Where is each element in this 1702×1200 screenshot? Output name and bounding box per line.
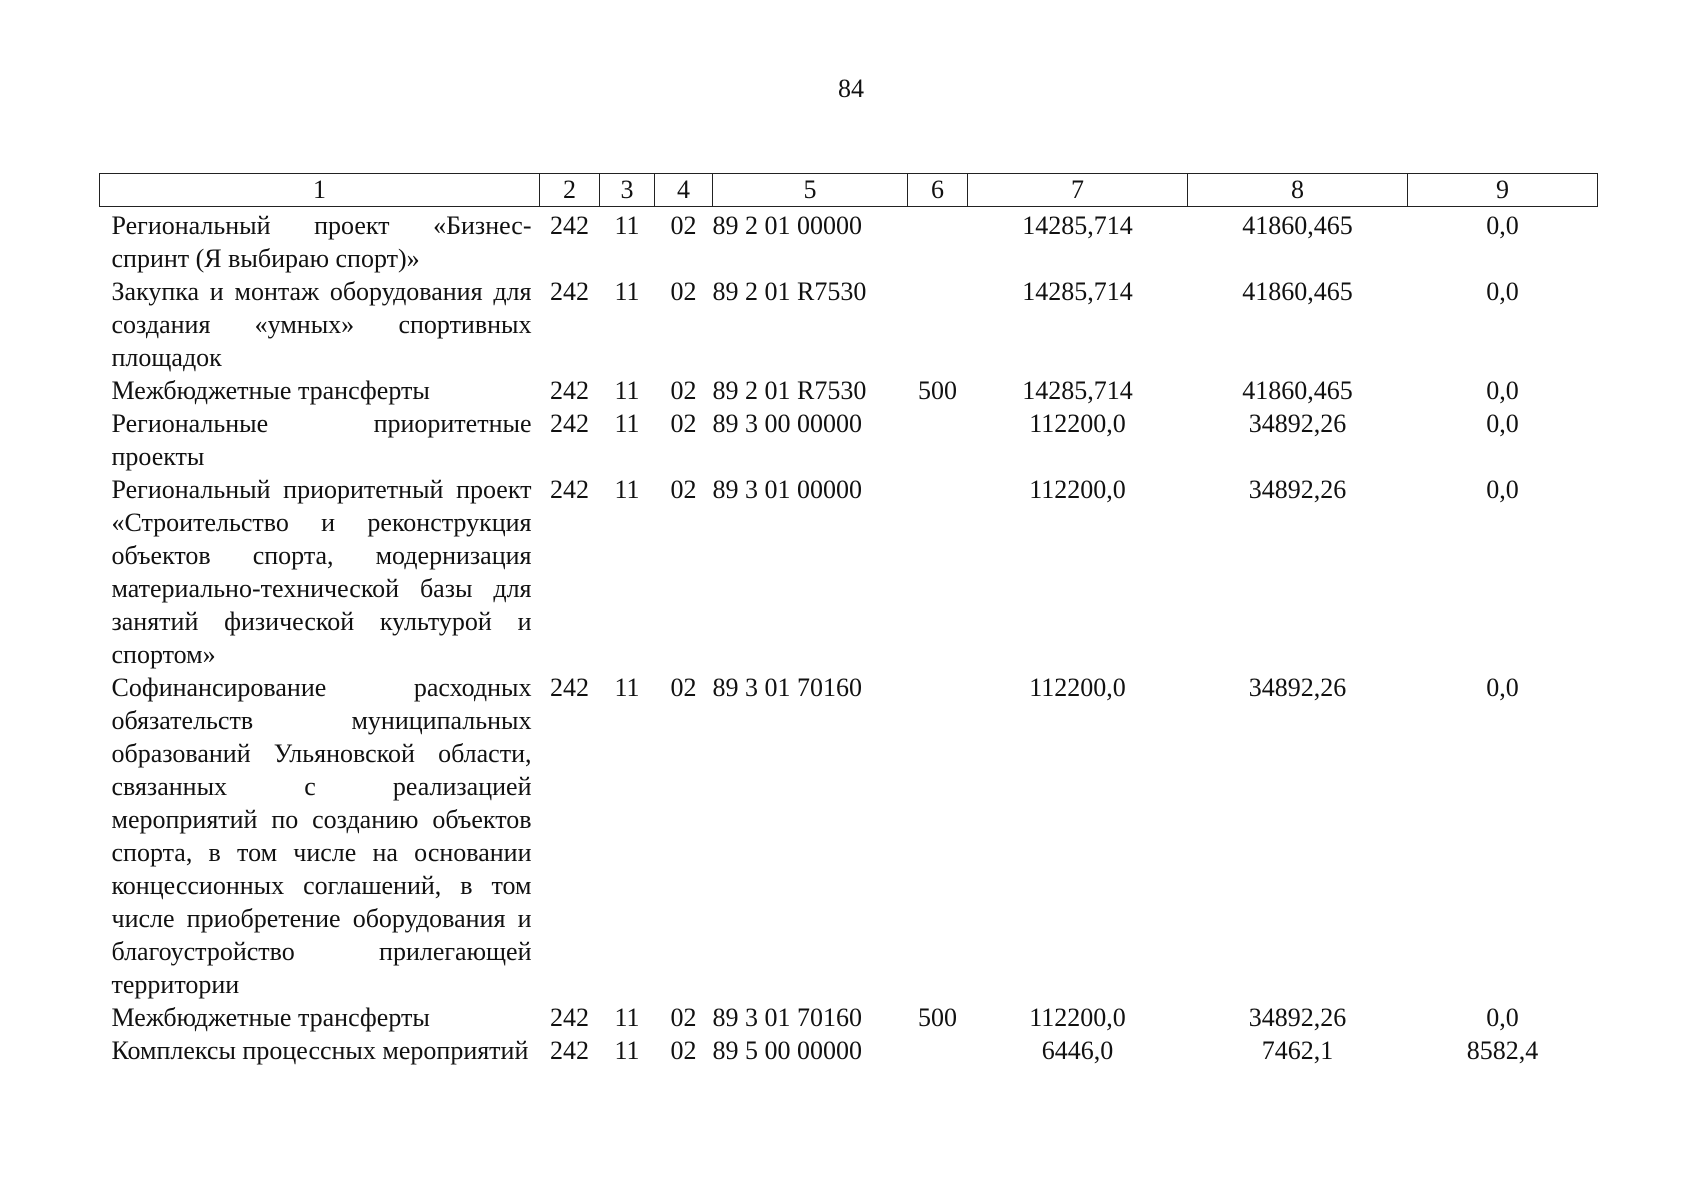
amount-col7-cell: 14285,714 xyxy=(1022,277,1133,306)
row-name-cell: Региональные приоритетные проекты xyxy=(111,409,532,471)
subsection-code-cell: 02 xyxy=(670,1003,697,1032)
amount-col7-cell: 112200,0 xyxy=(1029,475,1126,504)
column-header-3: 3 xyxy=(600,174,655,207)
grbs-code-cell: 242 xyxy=(550,376,589,405)
expense-type-cell xyxy=(908,1034,968,1067)
grbs-code-cell: 242 xyxy=(550,1036,589,1065)
column-header-7: 7 xyxy=(968,174,1188,207)
subsection-code-cell: 02 xyxy=(670,376,697,405)
header-row xyxy=(100,174,1598,207)
amount-col7-cell: 112200,0 xyxy=(1029,1003,1126,1032)
column-header-2: 2 xyxy=(540,174,600,207)
amount-col9-cell: 8582,4 xyxy=(1466,1036,1539,1065)
table-row xyxy=(100,407,1598,473)
expense-type-cell: 500 xyxy=(918,1003,957,1032)
amount-col8-cell: 34892,26 xyxy=(1248,1003,1347,1032)
grbs-code-cell: 242 xyxy=(550,211,589,240)
amount-col7-cell: 112200,0 xyxy=(1029,409,1126,438)
expense-type-cell xyxy=(908,207,968,276)
amount-col8-cell: 41860,465 xyxy=(1242,277,1353,306)
amount-col8-cell: 34892,26 xyxy=(1248,475,1347,504)
table-row xyxy=(100,1001,1598,1034)
subsection-code-cell: 02 xyxy=(670,475,697,504)
expense-type-cell xyxy=(908,671,968,1001)
column-header-4: 4 xyxy=(655,174,713,207)
row-name-cell: Региональный проект «Бизнес-спринт (Я выбираю спорт)» xyxy=(111,211,532,273)
table-row xyxy=(100,207,1598,276)
grbs-code-cell: 242 xyxy=(550,673,589,702)
row-name-cell: Закупка и монтаж оборудования для создания «умных» спортивных площадок xyxy=(111,277,532,372)
section-code-cell: 11 xyxy=(614,1036,640,1065)
column-header-5: 5 xyxy=(713,174,908,207)
amount-col8-cell: 7462,1 xyxy=(1261,1036,1334,1065)
target-article-cell: 89 2 01 R7530 xyxy=(712,376,867,405)
section-code-cell: 11 xyxy=(614,211,640,240)
amount-col9-cell: 0,0 xyxy=(1486,475,1519,504)
amount-col9-cell: 0,0 xyxy=(1486,409,1519,438)
amount-col9-cell: 0,0 xyxy=(1486,211,1519,240)
expense-type-cell xyxy=(908,275,968,374)
row-name-cell: Межбюджетные трансферты xyxy=(111,376,430,405)
expense-type-cell: 500 xyxy=(918,376,957,405)
section-code-cell: 11 xyxy=(614,673,640,702)
subsection-code-cell: 02 xyxy=(670,673,697,702)
amount-col9-cell: 0,0 xyxy=(1486,1003,1519,1032)
row-name-cell: Региональный приоритетный проект «Строительство и реконструкция объектов спорта, модернизация материально-технической базы для занятий физической культурой и спортом» xyxy=(111,475,532,669)
target-article-cell: 89 2 01 00000 xyxy=(712,211,862,240)
amount-col9-cell: 0,0 xyxy=(1486,277,1519,306)
row-name-cell: Софинансирование расходных обязательств муниципальных образований Ульяновской области, связанных с реализацией мероприятий по созданию объектов спорта, в том числе на основании концессионных соглашений, в том числе приобретение оборудования и благоустройство прилегающей территории xyxy=(111,673,532,999)
target-article-cell: 89 3 01 70160 xyxy=(712,673,862,702)
table-row xyxy=(100,671,1598,1001)
section-code-cell: 11 xyxy=(614,475,640,504)
page-number: 84 xyxy=(838,74,864,103)
subsection-code-cell: 02 xyxy=(670,277,697,306)
target-article-cell: 89 5 00 00000 xyxy=(712,1036,862,1065)
column-header-6: 6 xyxy=(908,174,968,207)
grbs-code-cell: 242 xyxy=(550,277,589,306)
expense-type-cell xyxy=(908,407,968,473)
row-name-cell: Комплексы процессных мероприятий xyxy=(111,1036,529,1065)
section-code-cell: 11 xyxy=(614,1003,640,1032)
amount-col8-cell: 34892,26 xyxy=(1248,673,1347,702)
amount-col7-cell: 14285,714 xyxy=(1022,376,1133,405)
amount-col8-cell: 41860,465 xyxy=(1242,211,1353,240)
amount-col7-cell: 112200,0 xyxy=(1029,673,1126,702)
table-header xyxy=(100,174,1598,207)
section-code-cell: 11 xyxy=(614,277,640,306)
table-row xyxy=(100,473,1598,671)
target-article-cell: 89 3 01 00000 xyxy=(712,475,862,504)
subsection-code-cell: 02 xyxy=(670,1036,697,1065)
table-row xyxy=(100,374,1598,407)
section-code-cell: 11 xyxy=(614,376,640,405)
grbs-code-cell: 242 xyxy=(550,409,589,438)
grbs-code-cell: 242 xyxy=(550,475,589,504)
column-header-9: 9 xyxy=(1408,174,1598,207)
subsection-code-cell: 02 xyxy=(670,409,697,438)
budget-table xyxy=(99,173,1598,1067)
expense-type-cell xyxy=(908,473,968,671)
subsection-code-cell: 02 xyxy=(670,211,697,240)
row-name-cell: Межбюджетные трансферты xyxy=(111,1003,430,1032)
target-article-cell: 89 3 00 00000 xyxy=(712,409,862,438)
table-row xyxy=(100,275,1598,374)
target-article-cell: 89 2 01 R7530 xyxy=(712,277,867,306)
column-header-1: 1 xyxy=(100,174,540,207)
table-row xyxy=(100,1034,1598,1067)
grbs-code-cell: 242 xyxy=(550,1003,589,1032)
amount-col7-cell: 14285,714 xyxy=(1022,211,1133,240)
section-code-cell: 11 xyxy=(614,409,640,438)
amount-col7-cell: 6446,0 xyxy=(1041,1036,1114,1065)
amount-col8-cell: 41860,465 xyxy=(1242,376,1353,405)
amount-col9-cell: 0,0 xyxy=(1486,673,1519,702)
column-header-8: 8 xyxy=(1188,174,1408,207)
amount-col8-cell: 34892,26 xyxy=(1248,409,1347,438)
table-body xyxy=(100,207,1598,1068)
target-article-cell: 89 3 01 70160 xyxy=(712,1003,862,1032)
amount-col9-cell: 0,0 xyxy=(1486,376,1519,405)
